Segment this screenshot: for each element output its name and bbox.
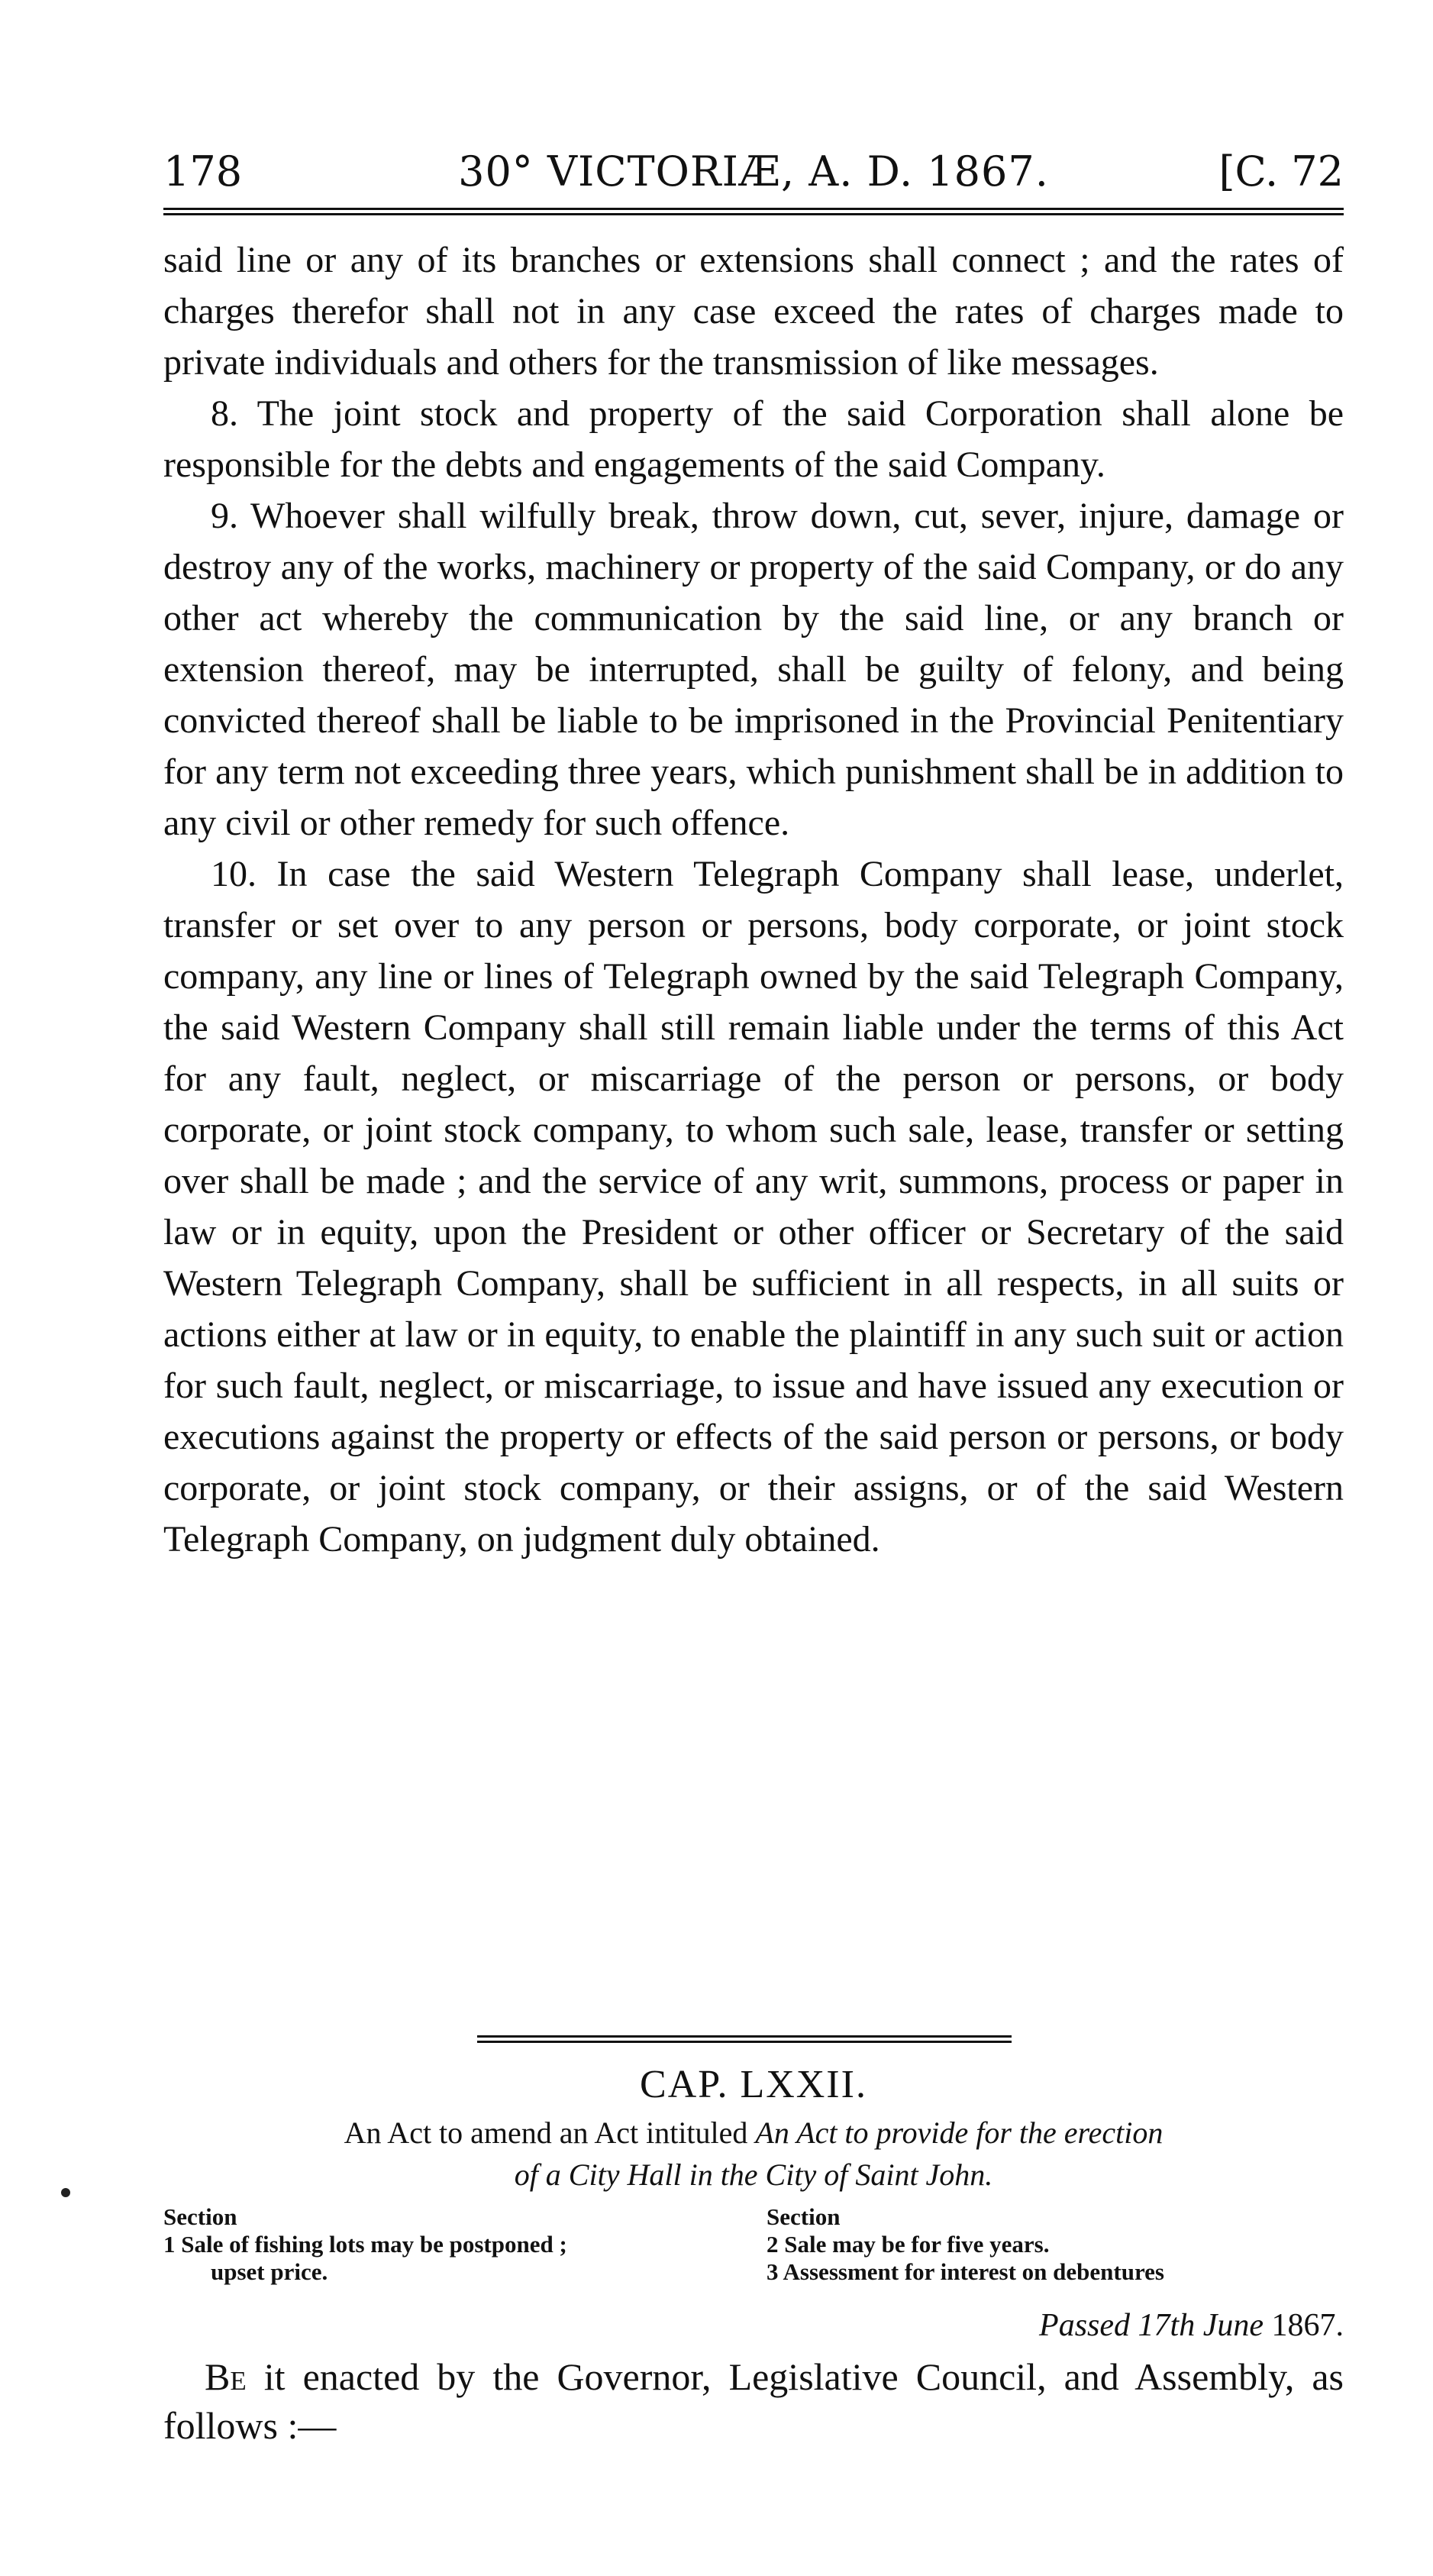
summary-left-column [163, 2203, 744, 2286]
passed-date [1039, 2303, 1344, 2348]
ink-speck [61, 2188, 70, 2197]
summary-right-header: Section [767, 2203, 841, 2230]
summary-left-header: Section [163, 2203, 237, 2230]
enacting-rest: it enacted by the Governor, Legislative Council, and Assembly, as follows :— [163, 2355, 1344, 2447]
enacting-first-word: Be [205, 2355, 247, 2398]
section-summary [163, 2203, 1344, 2303]
header-title: 30° VICTORIÆ, A. D. 1867. [458, 147, 1049, 196]
paragraph-continuation: said line or any of its branches or extensions shall connect ; and the rates of charges therefor shall not in any case exceed the rates of charges made to private individuals and others for the transmission of like messages. [163, 240, 1344, 383]
act-title-italic-2: of a City Hall in the City of Saint John. [514, 2157, 993, 2192]
passed-label: Passed 17th June [1039, 2308, 1264, 2343]
section-8: 8. The joint stock and property of the said Corporation shall alone be responsible for the debts and engagements of the said Company. [163, 393, 1344, 485]
chapter-heading: CAP. LXXII. [640, 2063, 867, 2106]
enacting-clause [163, 2352, 1344, 2450]
page-number: 178 [163, 147, 243, 196]
act-title-prefix: An Act to amend an Act intituled [344, 2115, 748, 2150]
chapter-separator-rule [477, 2035, 1012, 2043]
summary-item-3: 3 Assessment for interest on debentures [767, 2258, 1164, 2285]
chapter-reference: [C. 72 [1218, 147, 1344, 196]
passed-year: 1867. [1271, 2308, 1344, 2343]
running-header [163, 141, 1344, 202]
section-10: 10. In case the said Western Telegraph Company shall lease, underlet, transfer or set over to any person or persons, body corporate, or joint stock company, any line or lines of Telegraph owned by the said Telegraph Company, the said Western Company shall still remain liable under the terms of this Act for any fault, neglect, or miscarriage of the person or persons, or body corporate, or joint stock company, to whom such sale, lease, transfer or setting over shall be made ; and the service of any writ, summons, process or paper in law or in equity, upon the President or other officer or Secretary of the said Western Telegraph Company, shall be sufficient in all respects, in all suits or actions either at law or in equity, to enable the plaintiff in any such suit or action for such fault, neglect, or miscarriage, to issue and have issued any execution or executions against the property or effects of the said person or persons, or body corporate, or joint stock company, or their assigns, or of the said Western Telegraph Company, on judgment duly obtained. [163, 854, 1344, 1559]
summary-item-1: 1 Sale of fishing lots may be postponed ; [163, 2231, 567, 2258]
summary-right-column [767, 2203, 1347, 2286]
act-title-italic-1: An Act to provide for the erection [755, 2115, 1164, 2150]
summary-item-2: 2 Sale may be for five years. [767, 2231, 1050, 2258]
section-9: 9. Whoever shall wilfully break, throw down, cut, sever, injure, damage or destroy any of the works, machinery or property of the said Company, or do any other act whereby the communication by the said line, or any branch or extension thereof, may be interrupted, shall be guilty of felony, and being convicted thereof shall be liable to be imprisoned in the Provincial Penitentiary for any term not exceeding three years, which punishment shall be in addition to any civil or other remedy for such offence. [163, 496, 1344, 843]
act-title [163, 2112, 1344, 2196]
statute-body [163, 234, 1344, 1565]
header-rule [163, 208, 1344, 215]
summary-item-1-cont: upset price. [211, 2258, 328, 2285]
